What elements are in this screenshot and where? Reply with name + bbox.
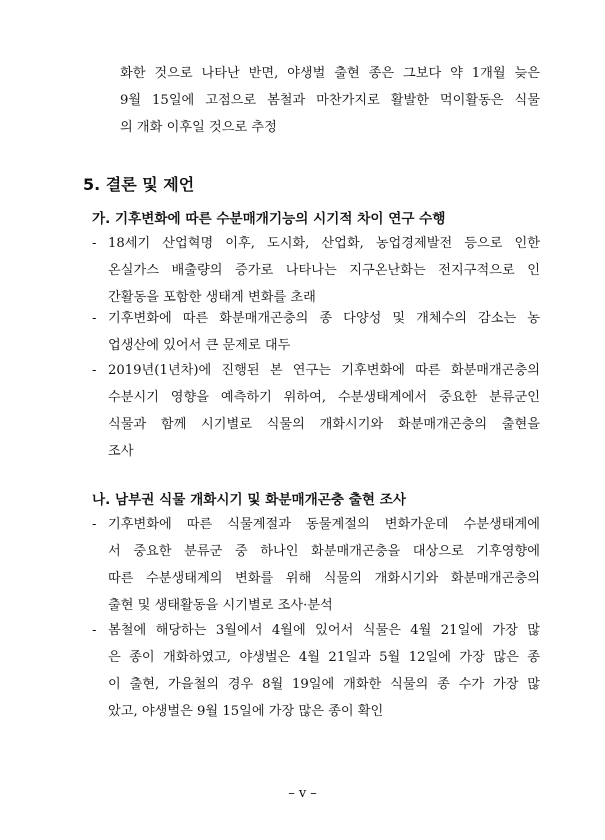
bullet-item: [92, 617, 540, 725]
bullet-line: 았고, 야생벌은 9월 15일에 가장 많은 종이 확인: [108, 704, 384, 719]
intro-line: 의 개화 이후일 것으로 추정: [120, 120, 277, 135]
bullet-item: [92, 357, 540, 465]
subsection-title-a: 가. 기후변화에 따른 수분매개기능의 시기적 차이 연구 수행: [92, 211, 446, 227]
intro-paragraph: [120, 60, 540, 141]
bullet-dash: -: [92, 311, 97, 326]
bullet-line: 봄철에 해당하는 3월에서 4월에 있어서 식물은 4월 21일에 가장 많: [108, 623, 540, 638]
bullet-line: 이 출현, 가을철의 경우 8월 19일에 개화한 식물의 종 수가 가장 많: [108, 677, 540, 692]
bullet-line: 수분시기 영향을 예측하기 위하여, 수분생태계에서 중요한 분류군인: [108, 390, 540, 405]
bullet-line: 간활동을 포함한 생태계 변화를 초래: [108, 290, 316, 305]
bullet-item: [92, 230, 540, 311]
intro-line: 화한 것으로 나타난 반면, 야생벌 출현 종은 그보다 약 1개월 늦은: [120, 66, 540, 81]
bullet-line: 18세기 산업혁명 이후, 도시화, 산업화, 농업경제발전 등으로 인한: [108, 236, 540, 251]
section-title: 5. 결론 및 제언: [83, 175, 195, 194]
bullet-line: 은 종이 개화하였고, 야생벌은 4월 21일과 5월 12일에 가장 많은 종: [108, 650, 540, 665]
bullet-line: 서 중요한 분류군 중 하나인 화분매개곤충을 대상으로 기후영향에: [108, 544, 540, 559]
page-number: – v –: [288, 786, 317, 801]
bullet-line: 업생산에 있어서 큰 문제로 대두: [108, 338, 291, 353]
bullet-item: [92, 511, 540, 619]
intro-line: 9월 15일에 고점으로 봄철과 마찬가지로 활발한 먹이활동은 식물: [120, 93, 540, 108]
bullet-line: 조사: [108, 444, 134, 459]
bullet-dash: -: [92, 236, 97, 251]
bullet-line: 온실가스 배출량의 증가로 나타나는 지구온난화는 전지구적으로 인: [108, 263, 540, 278]
bullet-dash: -: [92, 363, 97, 378]
bullet-line: 따른 수분생태계의 변화를 위해 식물의 개화시기와 화분매개곤충의: [108, 571, 540, 586]
subsection-title-b: 나. 남부권 식물 개화시기 및 화분매개곤충 출현 조사: [92, 492, 407, 508]
bullet-item: [92, 305, 540, 359]
bullet-line: 2019년(1년차)에 진행된 본 연구는 기후변화에 따른 화분매개곤충의: [108, 363, 540, 378]
bullet-dash: -: [92, 517, 97, 532]
bullet-line: 기후변화에 따른 화분매개곤충의 종 다양성 및 개체수의 감소는 농: [108, 311, 540, 326]
bullet-dash: -: [92, 623, 97, 638]
bullet-line: 출현 및 생태활동을 시기별로 조사·분석: [108, 598, 333, 613]
bullet-line: 기후변화에 따른 식물계절과 동물계절의 변화가운데 수분생태계에: [108, 517, 540, 532]
bullet-line: 식물과 함께 시기별로 식물의 개화시기와 화분매개곤충의 출현을: [108, 417, 540, 432]
